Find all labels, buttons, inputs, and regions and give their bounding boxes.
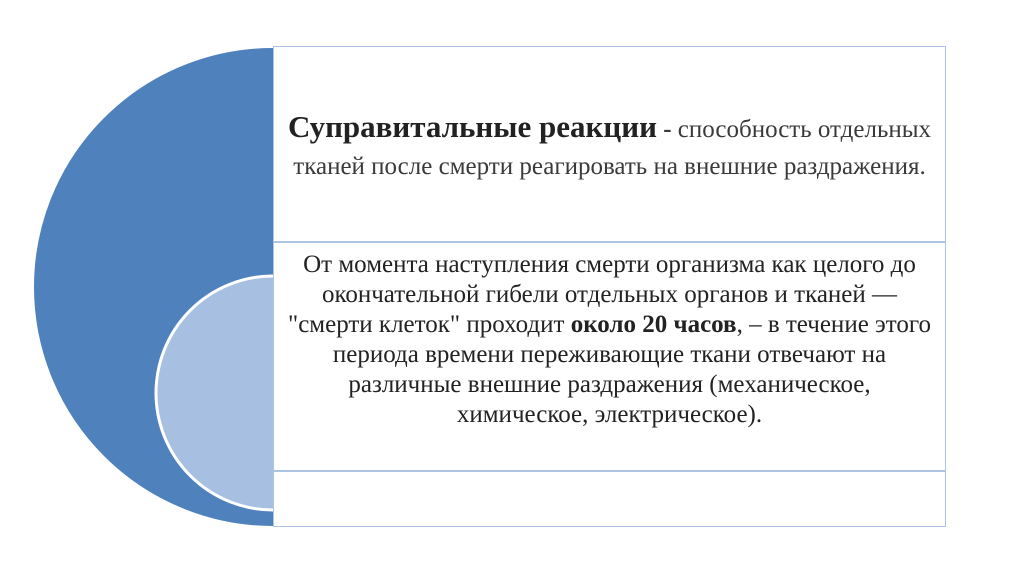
definition-body: способность отдельных тканей после смерти реагировать на внешние раздражения. <box>293 116 932 180</box>
explanation-text <box>283 250 936 430</box>
definition-text <box>283 108 936 185</box>
explanation-bold: около 20 часов <box>570 311 737 338</box>
explanation-part2: , – в течение этого периода времени переживающие ткани отвечают на различные внешние раздражения (механическое, химическое, электрическое). <box>332 311 931 428</box>
definition-term: Суправитальные реакции <box>287 109 657 144</box>
definition-separator: - <box>656 116 678 143</box>
empty-box <box>273 471 946 527</box>
explanation-part1: От момента наступления смерти организма как целого до окончательной гибели отдельных органов и тканей — "смерти клеток" проходит <box>287 251 916 338</box>
